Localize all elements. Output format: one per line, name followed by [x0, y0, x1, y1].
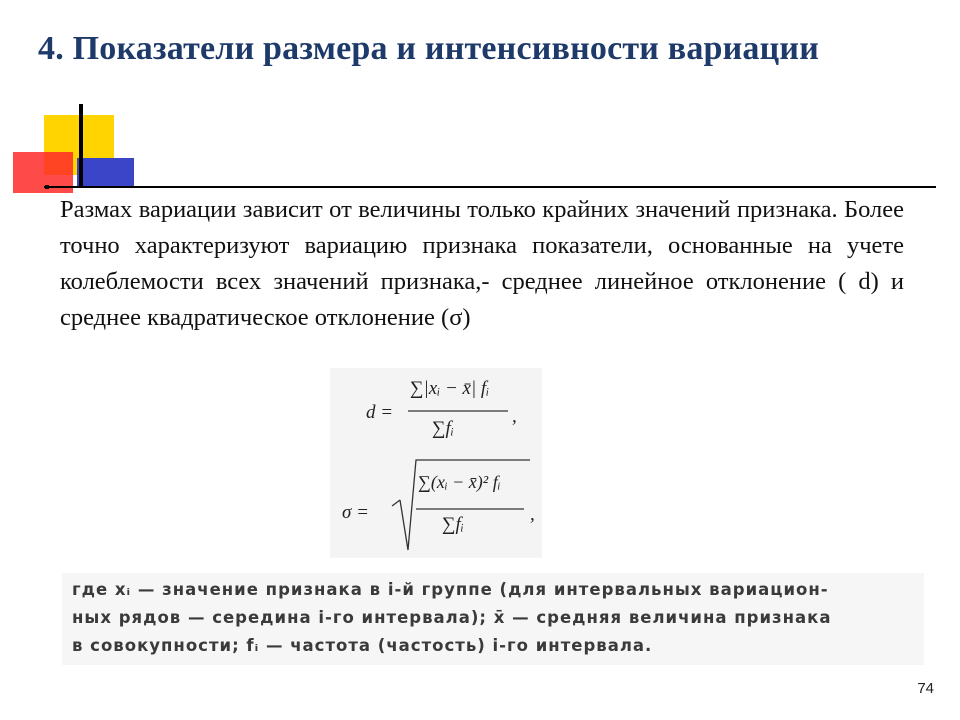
sigma-tail: ,	[530, 504, 535, 525]
d-denominator: ∑fᵢ	[432, 418, 454, 439]
legend-note	[62, 573, 924, 665]
sigma-denominator: ∑fᵢ	[442, 514, 464, 535]
legend-line-2: ных рядов — середина i-го интервала); x̄ — средняя величина признака	[72, 608, 832, 627]
horizontal-rule	[44, 186, 936, 188]
body-paragraph: Размах вариации зависит от величины только крайних значений признака. Более точно характеризуют вариацию признака показатели, основанные на учете колеблемости всех значений признака,- среднее линейное отклонение ( d) и среднее квадратическое отклонение (σ)	[60, 196, 904, 331]
d-label: d =	[366, 402, 394, 423]
slide-title: 4. Показатели размера и интенсивности вариации	[38, 30, 820, 67]
d-numerator: ∑|xᵢ − x̄| fᵢ	[410, 378, 490, 399]
blue-square	[77, 158, 134, 188]
sigma-numerator: ∑(xᵢ − x̄)² fᵢ	[418, 472, 501, 492]
page-number: 74	[917, 680, 934, 697]
d-tail: ,	[512, 406, 517, 427]
legend-line-3: в совокупности; fᵢ — частота (частость) i-го интервала.	[72, 636, 653, 655]
legend-line-1: где xᵢ — значение признака в i-й группе (для интервальных вариацион-	[72, 580, 829, 599]
sigma-label: σ =	[342, 502, 369, 523]
formula-image	[330, 368, 542, 558]
vertical-rule	[79, 104, 83, 186]
sqrt-tick	[392, 500, 400, 506]
